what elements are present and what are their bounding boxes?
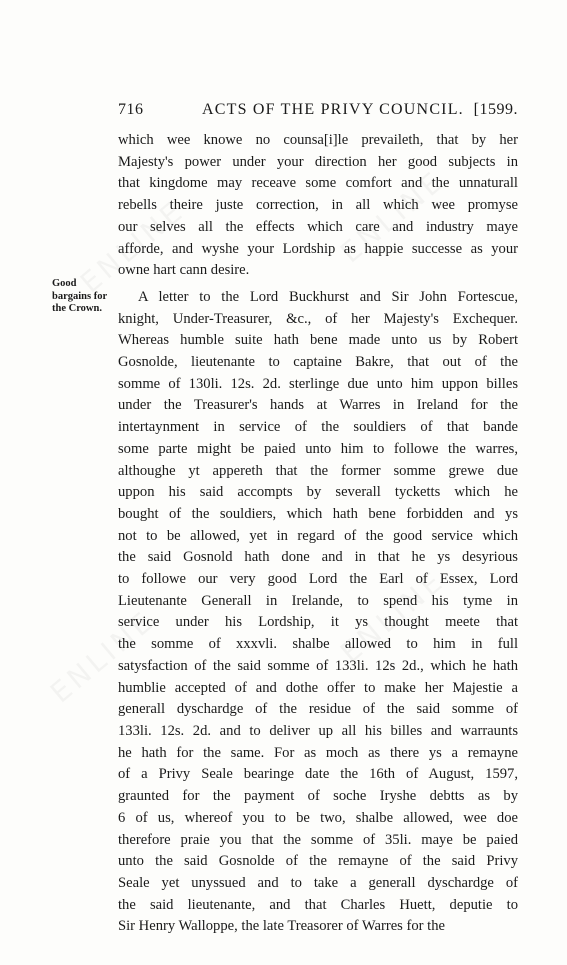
text-line: not to be allowed, yet in regard of the good service which xyxy=(118,527,518,544)
margin-note-line: the Crown. xyxy=(52,303,102,314)
text-line: that kingdome may receave some comfort and the unnaturall xyxy=(118,175,518,192)
text-line: service under his Lordship, it ys thought meete that xyxy=(118,614,518,631)
text-line: 6 of us, whereof you to be two, shalbe allowed, wee doe xyxy=(118,809,518,826)
text-line: owne hart cann desire. xyxy=(118,262,250,279)
text-line: intertaynment in service of the souldiers of that bande xyxy=(118,419,518,436)
text-line: satysfaction of the said somme of 133li. 12s 2d., which he hath xyxy=(118,657,518,674)
text-line: Gosnolde, lieutenante to captaine Bakre, that out of the xyxy=(118,354,518,371)
text-line: 133li. 12s. 2d. and to deliver up all his billes and warraunts xyxy=(118,722,518,739)
text-line: to followe our very good Lord the Earl of Essex, Lord xyxy=(118,571,518,588)
page-number: 716 xyxy=(118,101,144,118)
text-line: knight, Under-Treasurer, &c., of her Majesty's Exchequer. xyxy=(118,310,518,327)
text-line: Majesty's power under your direction her good subjects in xyxy=(118,153,518,170)
text-line: Whereas humble suite hath bene made unto us by Robert xyxy=(118,332,518,349)
text-line: bought of the souldiers, which hath bene forbidden and ys xyxy=(118,505,518,522)
running-title: ACTS OF THE PRIVY COUNCIL. xyxy=(202,101,464,118)
text-line: graunted for the payment of soche Iryshe debtts as by xyxy=(118,788,518,805)
text-line: somme of 130li. 12s. 2d. sterlinge due unto him uppon billes xyxy=(118,375,518,392)
margin-note-line: bargains for xyxy=(52,290,108,302)
header-year: [1599. xyxy=(473,101,518,118)
text-line: the said lieutenante, and that Charles Huett, deputie to xyxy=(118,896,518,913)
paragraph-2 xyxy=(118,287,518,938)
text-line: under the Treasurer's hands at Warres in Ireland for the xyxy=(118,397,518,414)
text-line: which wee knowe no counsa[i]le prevaileth, that by her xyxy=(118,132,518,148)
text-line: of a Privy Seale bearinge date the 16th of August, 1597, xyxy=(118,766,518,783)
text-line: uppon his said accompts by severall tycketts which he xyxy=(118,484,518,501)
text-line: therefore praie you that the somme of 35li. maye be paied xyxy=(118,831,518,848)
text-line: A letter to the Lord Buckhurst and Sir John Fortescue, xyxy=(138,288,518,305)
text-line: Seale yet unyssued and to take a generall dyschardge of xyxy=(118,874,518,891)
text-line: our selves all the effects which care and industry maye xyxy=(118,218,518,235)
text-line: humblie accepted of and dothe offer to make her Majestie a xyxy=(118,679,518,696)
text-line: the said Gosnold hath done and in that he ys desyrious xyxy=(118,549,518,566)
text-line: Sir Henry Walloppe, the late Treasorer of Warres for the xyxy=(118,918,445,935)
text-line: afforde, and wyshe your Lordship as happie successe as your xyxy=(118,240,518,257)
text-line: rebells theire juste correction, in all which wee promyse xyxy=(118,197,518,214)
text-line: unto the said Gosnolde of the remayne of the said Privy xyxy=(118,853,518,870)
margin-note xyxy=(52,278,116,316)
body-text xyxy=(118,130,518,938)
text-line: generall dyschardge of the residue of the said somme of xyxy=(118,701,518,718)
text-line: some parte might be paied unto him to followe the warres, xyxy=(118,440,518,457)
text-line: the somme of xxxvli. shalbe allowed to him in full xyxy=(118,636,518,653)
running-header xyxy=(118,101,518,123)
text-line: he hath for the same. For as moch as there ys a remayne xyxy=(118,744,518,761)
margin-note-line: Good xyxy=(52,278,77,289)
text-line: Lieutenante Generall in Irelande, to spend his tyme in xyxy=(118,592,518,609)
text-line: althoughe yt appereth that the former somme grewe due xyxy=(118,462,518,479)
paragraph-1 xyxy=(118,130,518,282)
